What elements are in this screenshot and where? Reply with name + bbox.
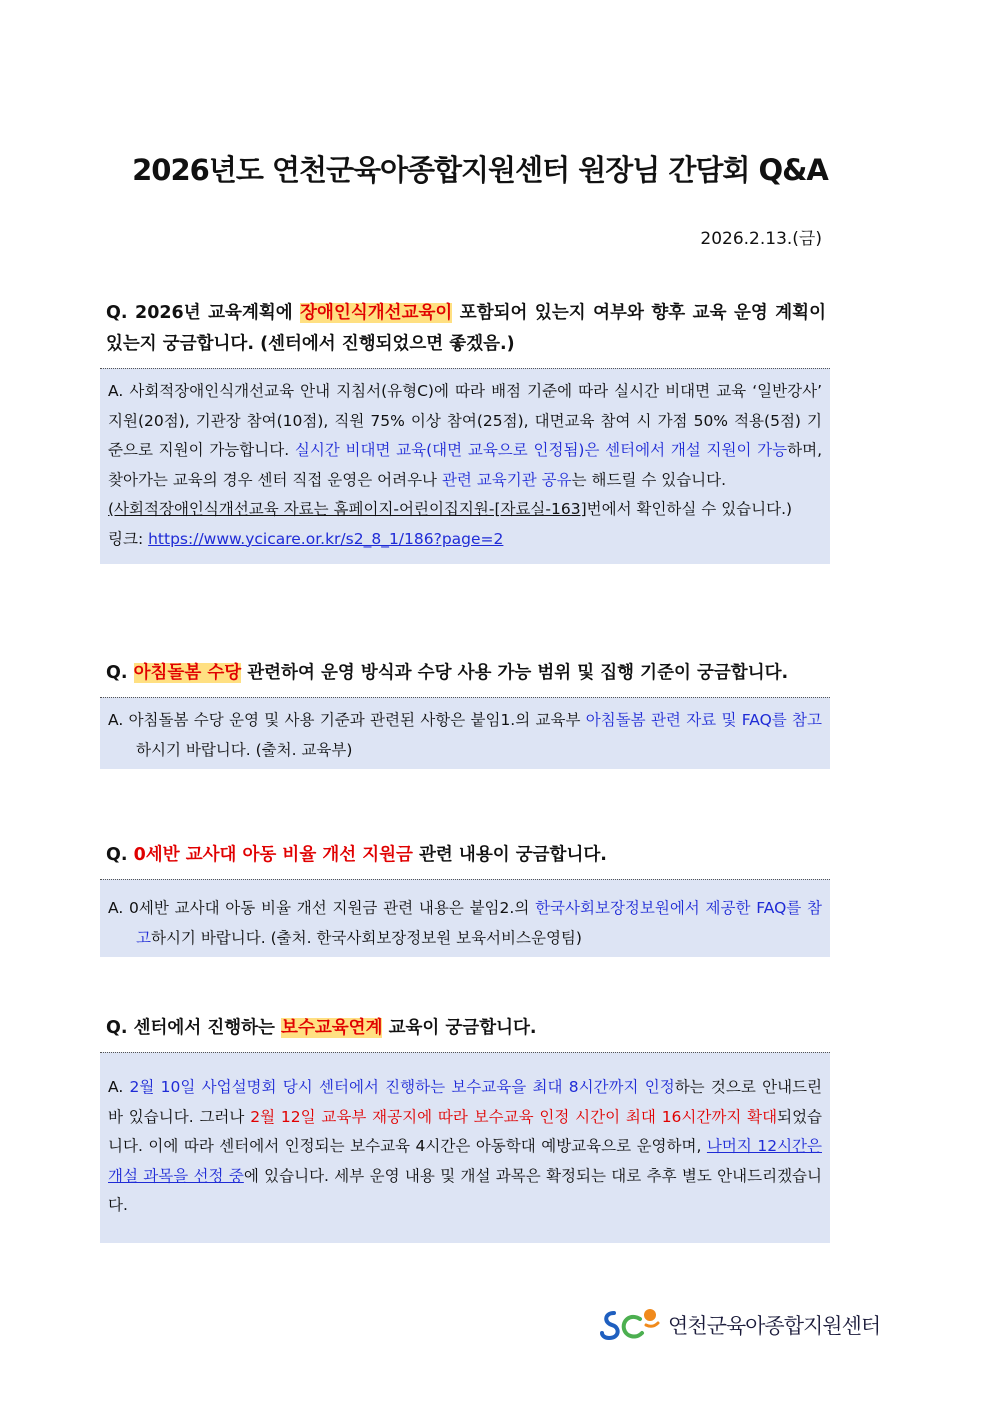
answer-text: A. 사회적장애인식개선교육 안내 지침서(유형C)에 따라 배점 기준에 따라 실시간 비대면 교육 ‘일반강사’ 지원(20점), 기관장 참여(10점), 직원 75% 이상 참여(25점), 대면교육 참여 시 가점 50% 적용(5점) 기준으로 지원이 가능합니다. <box>108 382 822 459</box>
footer-logo <box>600 1305 880 1345</box>
document-date: 2026.2.13.(금) <box>700 229 822 249</box>
question-text: 포함되어 있는지 여부와 향후 교육 운영 계획이 있는지 궁금합니다. (센터에서 진행되었으면 좋겠음.) <box>106 303 826 354</box>
answer-emphasis: 관련 교육기관 공유 <box>441 470 572 489</box>
question-text: Q. 2026년 교육계획에 <box>106 303 301 323</box>
question-highlight: 아침돌봄 수당 <box>133 663 242 683</box>
answer-text: A. 아침돌봄 수당 운영 및 사용 기준과 관련된 사항은 붙임1.의 교육부 <box>108 711 586 729</box>
question-highlight: 보수교육연계 <box>281 1018 383 1038</box>
resource-link[interactable]: https://www.ycicare.or.kr/s2_8_1/186?page=2 <box>148 529 504 548</box>
answer-text: 는 해드릴 수 있습니다. <box>571 470 727 489</box>
answer-text: 하는 것으로 안내드린 바 있습니다. 그러나 <box>108 1078 822 1126</box>
answer-underlined: (사회적장애인식개선교육 자료는 홈페이지-어린이집지원-[자료실-163] <box>108 500 587 518</box>
question-2 <box>100 658 830 697</box>
answer-text: 하시기 바랍니다. (출처. 한국사회보장정보원 보육서비스운영팀) <box>150 928 582 947</box>
question-text: Q. <box>106 663 134 683</box>
answer-emphasis: 아침돌봄 관련 자료 및 FAQ를 참고 <box>585 711 822 729</box>
answer-emphasis: 한국사회보장정보원에서 제공한 FAQ를 참고 <box>136 899 822 947</box>
page-title: 2026년도 연천군육아종합지원센터 원장님 간담회 Q&A <box>132 153 828 187</box>
answer-1 <box>100 368 830 564</box>
answer-4 <box>100 1052 830 1243</box>
answer-text: 되었습니다. 이에 따라 센터에서 인정되는 보수교육 4시간은 아동학대 예방교육으로 운영하며, <box>108 1107 823 1155</box>
question-1 <box>100 298 830 368</box>
question-highlight: 0세반 교사대 아동 비율 개선 지원금 <box>133 845 413 865</box>
answer-emphasis: 나머지 12시간은 개설 과목을 선정 중 <box>108 1137 822 1185</box>
qa-block-3 <box>100 840 830 957</box>
answer-3 <box>100 879 830 957</box>
question-3 <box>100 840 830 879</box>
question-text: Q. <box>106 845 134 865</box>
link-label: 링크: <box>108 529 149 548</box>
qa-block-2 <box>100 658 830 769</box>
organization-logo-icon <box>600 1305 662 1345</box>
answer-emphasis: 2월 10일 사업설명회 당시 센터에서 진행하는 보수교육을 최대 8시간까지 인정 <box>129 1078 675 1096</box>
answer-text: 번에서 확인하실 수 있습니다.) <box>586 500 793 518</box>
answer-emphasis: 실시간 비대면 교육(대면 교육으로 인정됨)은 센터에서 개설 지원이 가능 <box>294 441 788 459</box>
answer-text: A. 0세반 교사대 아동 비율 개선 지원금 관련 내용은 붙임2.의 <box>108 899 536 917</box>
answer-text: A. <box>108 1078 130 1096</box>
question-text: 교육이 궁금합니다. <box>382 1018 537 1038</box>
question-highlight: 장애인식개선교육이 <box>300 303 453 323</box>
question-text: Q. 센터에서 진행하는 <box>106 1018 282 1038</box>
question-4 <box>100 1013 830 1052</box>
answer-warning: 2월 12일 교육부 재공지에 따라 보수교육 인정 시간이 최대 16시간까지 확대 <box>250 1107 778 1126</box>
qa-block-4 <box>100 1013 830 1243</box>
answer-text: 하며, 찾아가는 교육의 경우 센터 직접 운영은 어려우나 <box>108 441 822 489</box>
answer-text: 에 있습니다. 세부 운영 내용 및 개설 과목은 확정되는 대로 추후 별도 안내드리겠습니다. <box>108 1166 822 1214</box>
answer-text: 하시기 바랍니다. (출처. 교육부) <box>136 740 353 759</box>
question-text: 관련 내용이 궁금합니다. <box>412 845 607 865</box>
qa-block-1 <box>100 298 830 564</box>
answer-2 <box>100 697 830 769</box>
organization-name: 연천군육아종합지원센터 <box>668 1314 881 1338</box>
question-text: 관련하여 운영 방식과 수당 사용 가능 범위 및 집행 기준이 궁금합니다. <box>241 663 789 683</box>
